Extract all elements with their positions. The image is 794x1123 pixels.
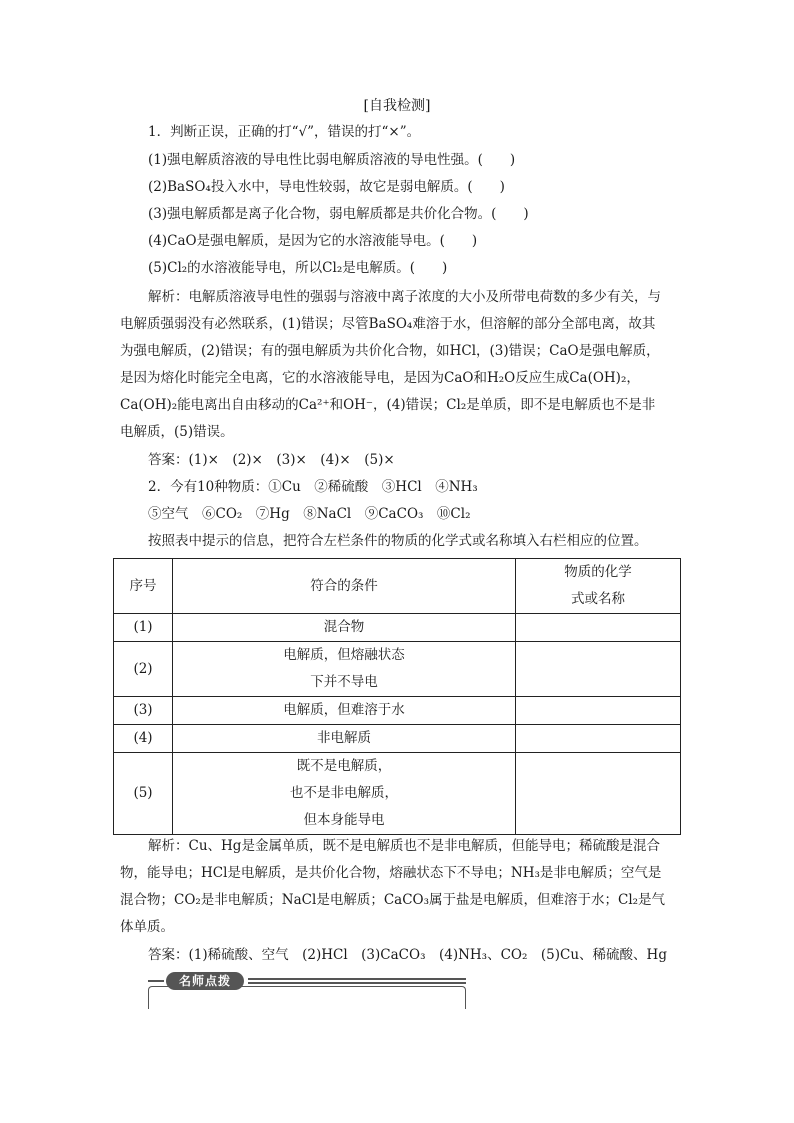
- q1-analysis-line-5: Ca(OH)₂能电离出自由移动的Ca²⁺和OH⁻，(4)错误；Cl₂是单质，即不是电解质也不是非: [120, 397, 656, 413]
- header-number: 序号: [114, 559, 173, 614]
- header-answer-line-2: 式或名称: [571, 591, 625, 607]
- q1-analysis-line-2: 电解质强弱没有必然联系，(1)错误；尽管BaSO₄难溶于水，但溶解的部分全部电离，故其: [120, 316, 656, 332]
- row-condition-line: 既不是电解质，: [296, 758, 392, 774]
- row-condition-line: 下并不导电: [310, 674, 378, 690]
- row-number: (5): [114, 753, 173, 835]
- row-answer-cell: [516, 642, 681, 697]
- table-row: [114, 697, 681, 725]
- row-condition: [173, 642, 516, 697]
- header-answer-line-1: 物质的化学: [564, 564, 632, 580]
- row-condition-line: 电解质，但熔融状态: [283, 647, 405, 663]
- row-answer-cell: [516, 725, 681, 753]
- q1-item-2: (2)BaSO₄投入水中，导电性较弱，故它是弱电解质。( ): [148, 179, 505, 195]
- q2-analysis-line-2: 物，能导电；HCl是电解质，是共价化合物，熔融状态下不导电；NH₃是非电解质；空气是: [120, 865, 662, 881]
- table-row: [114, 614, 681, 642]
- row-number: (3): [114, 697, 173, 725]
- table-header-row: [114, 559, 681, 614]
- q1-item-1: (1)强电解质溶液的导电性比弱电解质溶液的导电性强。( ): [148, 152, 516, 168]
- q2-stem-line-2: ⑤空气 ⑥CO₂ ⑦Hg ⑧NaCl ⑨CaCO₃ ⑩Cl₂: [148, 506, 471, 522]
- table-row: [114, 725, 681, 753]
- row-condition-line: 也不是非电解质，: [290, 785, 398, 801]
- q1-stem: 1．判断正误，正确的打“√”，错误的打“×”。: [148, 124, 421, 140]
- q1-item-3: (3)强电解质都是离子化合物，弱电解质都是共价化合物。( ): [148, 206, 529, 222]
- banner-rule-right: [248, 978, 466, 980]
- header-answer: [516, 559, 681, 614]
- row-number: (1): [114, 614, 173, 642]
- q1-analysis-line-1: 解析：电解质溶液导电性的强弱与溶液中离子浓度的大小及所带电荷数的多少有关，与: [148, 289, 661, 305]
- q1-item-5: (5)Cl₂的水溶液能导电，所以Cl₂是电解质。( ): [148, 260, 448, 276]
- q1-item-4: (4)CaO是强电解质，是因为它的水溶液能导电。( ): [148, 233, 478, 249]
- row-condition: 非电解质: [173, 725, 516, 753]
- q1-answer: 答案：(1)× (2)× (3)× (4)× (5)×: [148, 452, 395, 468]
- row-condition-line: 但本身能导电: [303, 812, 385, 828]
- row-condition: [173, 753, 516, 835]
- q2-analysis-line-1: 解析：Cu、Hg是金属单质，既不是电解质也不是非电解质，但能导电；稀硫酸是混合: [148, 838, 660, 854]
- teacher-tips-label: 名师点拨: [166, 972, 244, 990]
- q2-analysis-line-4: 体单质。: [120, 919, 174, 935]
- q1-analysis-line-6: 电解质，(5)错误。: [120, 424, 234, 440]
- banner-rule-left: [148, 980, 164, 982]
- row-answer-cell: [516, 614, 681, 642]
- table-row: [114, 642, 681, 697]
- row-answer-cell: [516, 697, 681, 725]
- answer-table: [113, 558, 681, 835]
- banner-rule-right-2: [248, 982, 466, 984]
- row-condition: 混合物: [173, 614, 516, 642]
- q2-answer: 答案：(1)稀硫酸、空气 (2)HCl (3)CaCO₃ (4)NH₃、CO₂ (5)Cu、稀硫酸、Hg: [148, 947, 667, 963]
- table-row: [114, 753, 681, 835]
- row-number: (4): [114, 725, 173, 753]
- q1-analysis-line-3: 为强电解质，(2)错误；有的强电解质为共价化合物，如HCl，(3)错误；CaO是强电解质，: [120, 343, 660, 359]
- row-number: (2): [114, 642, 173, 697]
- q1-analysis-line-4: 是因为熔化时能完全电离，它的水溶液能导电，是因为CaO和H₂O反应生成Ca(OH)₂，: [120, 370, 640, 386]
- teacher-tips-banner: [148, 972, 466, 1006]
- section-title: [自我检测]: [363, 98, 431, 114]
- row-condition: 电解质，但难溶于水: [173, 697, 516, 725]
- q2-instruction: 按照表中提示的信息，把符合左栏条件的物质的化学式或名称填入右栏相应的位置。: [148, 533, 648, 549]
- row-answer-cell: [516, 753, 681, 835]
- q2-stem: 2．今有10种物质：①Cu ②稀硫酸 ③HCl ④NH₃: [148, 479, 478, 495]
- header-condition: 符合的条件: [173, 559, 516, 614]
- q2-analysis-line-3: 混合物；CO₂是非电解质；NaCl是电解质；CaCO₃属于盐是电解质，但难溶于水；Cl₂是气: [120, 892, 666, 908]
